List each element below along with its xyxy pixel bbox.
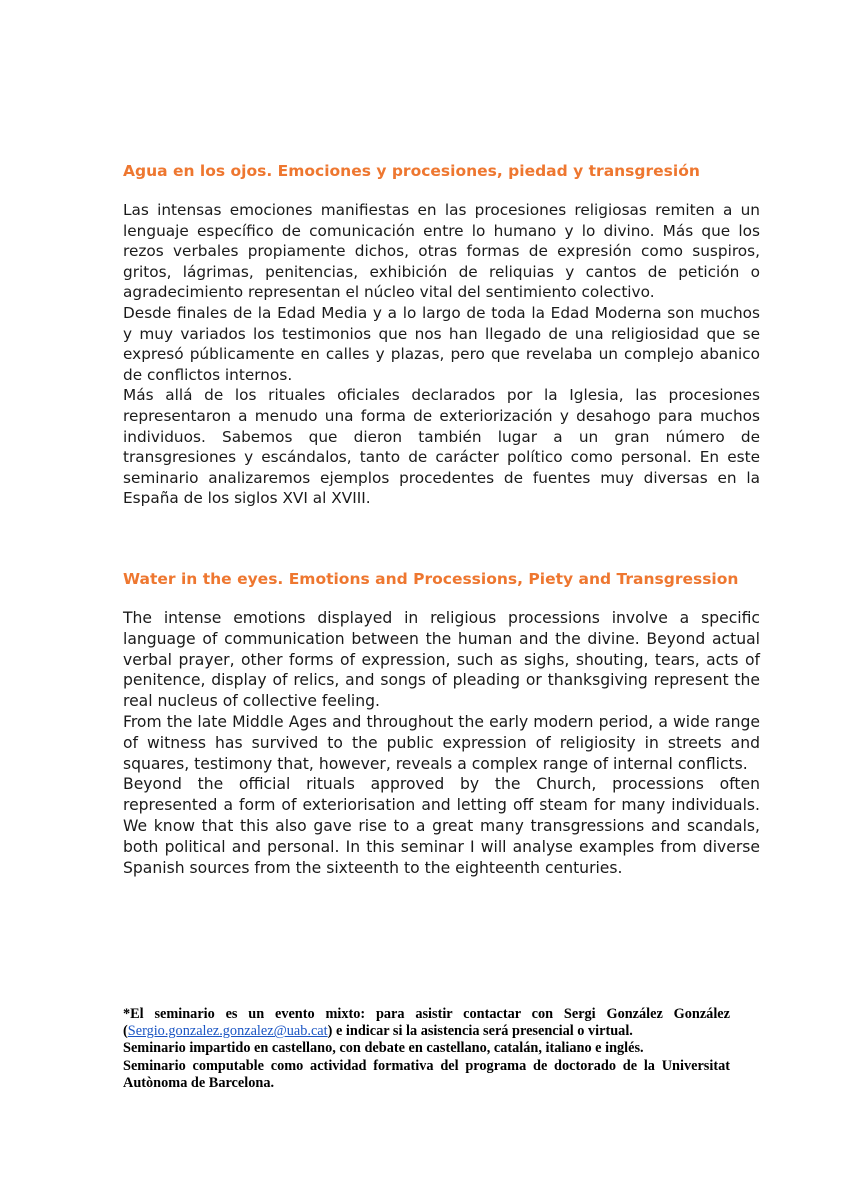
english-paragraph-3: Beyond the official rituals approved by the Church, processions often represented a form of exteriorisation and letting off steam for many individuals. We know that this also gave rise to a great many transgressions and scandals, both political and personal. In this seminar I will analyse examples from diverse Spanish sources from the sixteenth to the eighteenth centuries. xyxy=(123,775,760,877)
seminar-notes xyxy=(123,1006,730,1092)
english-title: Water in the eyes. Emotions and Processions, Piety and Transgression xyxy=(123,570,739,588)
english-paragraph-2: From the late Middle Ages and throughout the early modern period, a wide range of witness has survived to the public expression of religiosity in streets and squares, testimony that, however, reveals a complex range of internal conflicts. xyxy=(123,712,760,773)
english-section xyxy=(123,568,760,878)
attendance-note-end: ) e indicar si la asistencia será presencial o virtual. xyxy=(327,1023,633,1040)
attendance-note-start: *El seminario es un evento mixto: para asistir contactar con Sergi González González ( xyxy=(123,1006,730,1040)
doctorate-note: Seminario computable como actividad formativa del programa de doctorado de la Universitat Autònoma de Barcelona. xyxy=(123,1057,730,1091)
attendance-note xyxy=(123,1006,730,1040)
spanish-section xyxy=(123,160,760,509)
contact-email-link[interactable]: Sergio.gonzalez.gonzalez@uab.cat xyxy=(127,1023,328,1040)
english-paragraph-1: The intense emotions displayed in religious processions involve a specific language of communication between the human and the divine. Beyond actual verbal prayer, other forms of expression, such as sighs, shouting, tears, acts of penitence, display of relics, and songs of pleading or thanksgiving represent the real nucleus of collective feeling. xyxy=(123,609,760,711)
spanish-paragraph-1: Las intensas emociones manifiestas en las procesiones religiosas remiten a un lenguaje específico de comunicación entre lo humano y lo divino. Más que los rezos verbales propiamente dichos, otras formas de expresión como suspiros, gritos, lágrimas, penitencias, exhibición de reliquias y cantos de petición o agradecimiento representan el núcleo vital del sentimiento colectivo. xyxy=(123,201,760,302)
spanish-paragraph-3: Más allá de los rituales oficiales declarados por la Iglesia, las procesiones representaron a menudo una forma de exteriorización y desahogo para muchos individuos. Sabemos que dieron también lugar a un gran número de transgresiones y escándalos, tanto de carácter político como personal. En este seminario analizaremos ejemplos procedentes de fuentes muy diversas en la España de los siglos XVI al XVIII. xyxy=(123,386,760,508)
language-note: Seminario impartido en castellano, con debate en castellano, catalán, italiano e inglés. xyxy=(123,1040,644,1057)
spanish-paragraph-2: Desde finales de la Edad Media y a lo largo de toda la Edad Moderna son muchos y muy variados los testimonios que nos han llegado de una religiosidad que se expresó públicamente en calles y plazas, pero que revelaba un complejo abanico de conflictos internos. xyxy=(123,303,760,384)
spanish-title: Agua en los ojos. Emociones y procesiones, piedad y transgresión xyxy=(123,162,700,180)
